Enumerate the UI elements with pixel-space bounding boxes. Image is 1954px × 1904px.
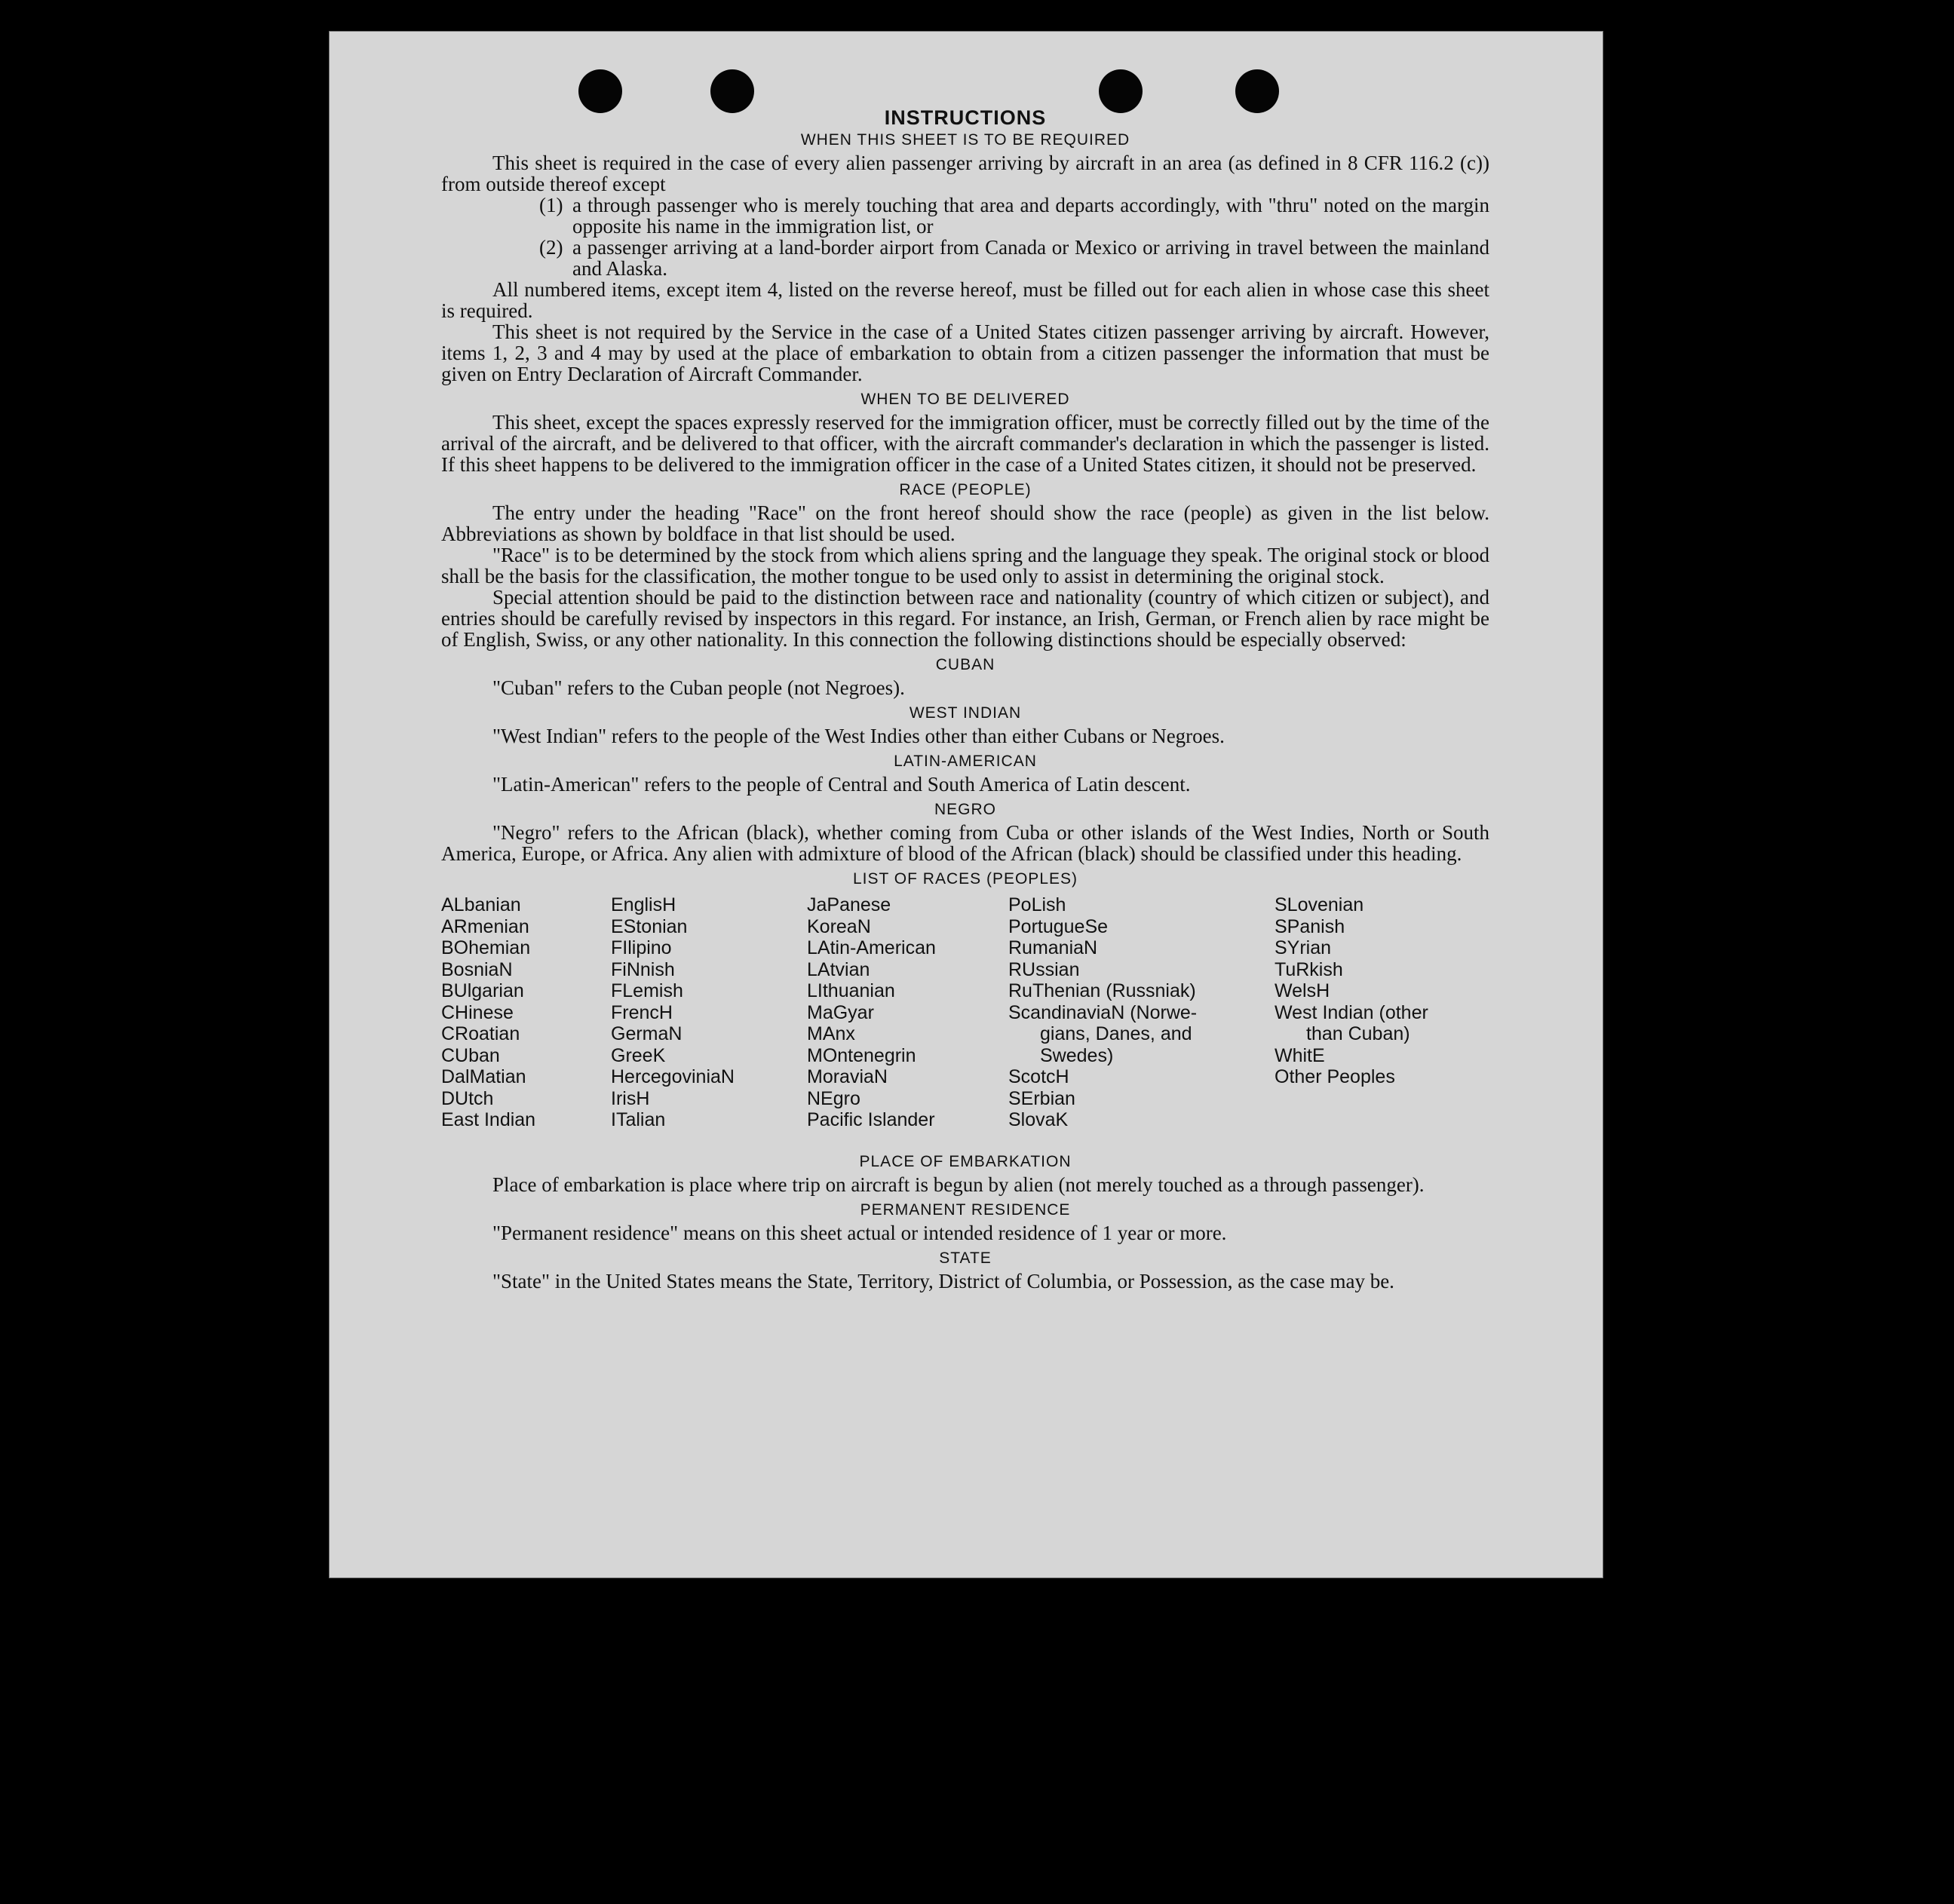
negro-paragraph: "Negro" refers to the African (black), whether coming from Cuba or other islands of the West Indies, North or South America, Europe, or Africa. Any alien with admixture of blood of the African (black) should be classified under this heading. [441, 821, 1489, 865]
race-paragraph-3: Special attention should be paid to the distinction between race and nationality (country of which citizen or subject), and entries should be carefully revised by inspectors in this regard. For instance, an Irish, German, or French alien by race might be of English, Swiss, or any other nationality. In this connection the following distinctions should be especially observed: [441, 586, 1489, 651]
race-entry: BosniaN [441, 958, 513, 980]
race-paragraph-1: The entry under the heading "Race" on the front hereof should show the race (people) as given in the list below. Abbreviations as shown by boldface in that list should be used. [441, 501, 1489, 545]
race-entry: LAtin-American [807, 937, 936, 958]
race-entry: RUssian [1008, 958, 1080, 980]
residence-paragraph: "Permanent residence" means on this sheet actual or intended residence of 1 year or more. [492, 1222, 1227, 1244]
delivered-paragraph: This sheet, except the spaces expressly reserved for the immigration officer, must be correctly filled out by the time of the arrival of the aircraft, and be delivered to that officer, with the aircraft commander's declaration in which the passenger is listed. If this sheet happens to be delivered to the immigration officer in the case of a United States citizen, it should not be preserved. [441, 411, 1489, 476]
section-heading-negro: NEGRO [934, 801, 996, 818]
race-entry: SlovaK [1008, 1109, 1069, 1130]
race-entry: MAnx [807, 1023, 855, 1044]
race-entry: TuRkish [1275, 958, 1343, 980]
numbered-items-paragraph: All numbered items, except item 4, listed on the reverse hereof, must be filled out for each alien in whose case this sheet is required. [441, 278, 1489, 322]
exception-number: (2) [539, 236, 563, 259]
race-entry: gians, Danes, and [1040, 1023, 1192, 1044]
races-column-1 [441, 894, 535, 1131]
race-paragraph-2: "Race" is to be determined by the stock from which aliens spring and the language they speak. The original stock or blood shall be the basis for the classification, the mother tongue to be used only to assist in determining the original stock. [441, 544, 1489, 587]
race-entry: FIlipino [611, 937, 672, 958]
exception-text: a passenger arriving at a land-border airport from Canada or Mexico or arriving in travel between the mainland and Alaska. [572, 236, 1489, 280]
race-entry: ITalian [611, 1109, 666, 1130]
race-entry: RumaniaN [1008, 937, 1098, 958]
race-entry: SLovenian [1275, 894, 1364, 915]
race-entry: ScandinaviaN (Norwe- [1008, 1001, 1198, 1023]
section-heading-race: RACE (PEOPLE) [899, 481, 1032, 498]
race-entry: EStonian [611, 915, 688, 937]
races-column-2 [611, 894, 735, 1131]
race-entry: RuThenian (Russniak) [1008, 980, 1196, 1001]
exception-item [539, 195, 1489, 237]
section-heading-west-indian: WEST INDIAN [909, 704, 1022, 722]
race-entry: LAtvian [807, 958, 870, 980]
section-heading-cuban: CUBAN [935, 656, 995, 673]
section-heading-delivered: WHEN TO BE DELIVERED [860, 391, 1070, 408]
race-entry: CUban [441, 1044, 500, 1066]
race-entry: WelsH [1275, 980, 1330, 1001]
race-entry: DUtch [441, 1087, 494, 1109]
race-entry: IrisH [611, 1087, 650, 1109]
race-entry: WhitE [1275, 1044, 1325, 1066]
race-entry: SYrian [1275, 937, 1332, 958]
race-entry: GermaN [611, 1023, 683, 1044]
section-heading-latin-american: LATIN-AMERICAN [894, 753, 1037, 770]
race-entry: FrencH [611, 1001, 673, 1023]
document-sheet [330, 32, 1603, 1577]
race-entry: SErbian [1008, 1087, 1075, 1109]
race-entry: East Indian [441, 1109, 536, 1130]
embarkation-paragraph: Place of embarkation is place where trip on aircraft is begun by alien (not merely touched as a through passenger). [492, 1173, 1425, 1196]
race-entry: DalMatian [441, 1066, 526, 1087]
intro-paragraph: This sheet is required in the case of every alien passenger arriving by aircraft in an area (as defined in 8 CFR 116.2 (c)) from outside thereof except [441, 152, 1489, 195]
race-entry: FiNnish [611, 958, 675, 980]
citizen-note-paragraph: This sheet is not required by the Service in the case of a United States citizen passenger arriving by aircraft. However, items 1, 2, 3 and 4 may by used at the place of embarkation to obtain from a citizen passenger the information that must be given on Entry Declaration of Aircraft Commander. [441, 320, 1489, 385]
races-column-3 [807, 894, 936, 1131]
race-entry: PoLish [1008, 894, 1066, 915]
race-entry: LIthuanian [807, 980, 895, 1001]
race-entry: PortugueSe [1008, 915, 1109, 937]
race-entry: CHinese [441, 1001, 514, 1023]
race-entry: MaGyar [807, 1001, 874, 1023]
race-entry: SPanish [1275, 915, 1345, 937]
instructions-content [441, 103, 1489, 1292]
race-entry: West Indian (other [1275, 1001, 1428, 1023]
race-entry: BUlgarian [441, 980, 524, 1001]
race-entry: Other Peoples [1275, 1066, 1395, 1087]
exception-text: a through passenger who is merely touching that area and departs accordingly, with "thru" noted on the margin opposite his name in the immigration list, or [572, 194, 1489, 238]
race-entry: NEgro [807, 1087, 860, 1109]
races-column-5 [1275, 894, 1428, 1088]
section-heading-state: STATE [939, 1249, 992, 1267]
section-heading-required: WHEN THIS SHEET IS TO BE REQUIRED [800, 131, 1130, 149]
race-entry: ScotcH [1008, 1066, 1069, 1087]
race-entry: EnglisH [611, 894, 676, 915]
cuban-paragraph: "Cuban" refers to the Cuban people (not Negroes). [492, 676, 905, 699]
race-entry: MOntenegrin [807, 1044, 916, 1066]
state-paragraph: "State" in the United States means the State, Territory, District of Columbia, or Possession, as the case may be. [492, 1270, 1394, 1292]
race-entry: JaPanese [807, 894, 891, 915]
race-entry: than Cuban) [1306, 1023, 1410, 1044]
race-entry: FLemish [611, 980, 683, 1001]
race-entry: CRoatian [441, 1023, 520, 1044]
races-column-4 [1008, 894, 1197, 1131]
exception-number: (1) [539, 194, 563, 216]
race-entry: Swedes) [1040, 1044, 1114, 1066]
west-indian-paragraph: "West Indian" refers to the people of the West Indies other than either Cubans or Negroes. [492, 725, 1225, 747]
race-entry: HercegoviniaN [611, 1066, 735, 1087]
section-heading-list-of-races: LIST OF RACES (PEOPLES) [852, 870, 1078, 888]
races-list [441, 894, 1489, 1147]
race-entry: GreeK [611, 1044, 666, 1066]
section-heading-residence: PERMANENT RESIDENCE [860, 1201, 1071, 1219]
race-entry: ALbanian [441, 894, 521, 915]
race-entry: ARmenian [441, 915, 529, 937]
race-entry: BOhemian [441, 937, 531, 958]
page-title: INSTRUCTIONS [884, 106, 1047, 129]
latin-american-paragraph: "Latin-American" refers to the people of Central and South America of Latin descent. [492, 773, 1191, 796]
section-heading-embarkation: PLACE OF EMBARKATION [859, 1153, 1072, 1170]
race-entry: KoreaN [807, 915, 871, 937]
race-entry: MoraviaN [807, 1066, 888, 1087]
exception-item [539, 237, 1489, 279]
race-entry: Pacific Islander [807, 1109, 935, 1130]
